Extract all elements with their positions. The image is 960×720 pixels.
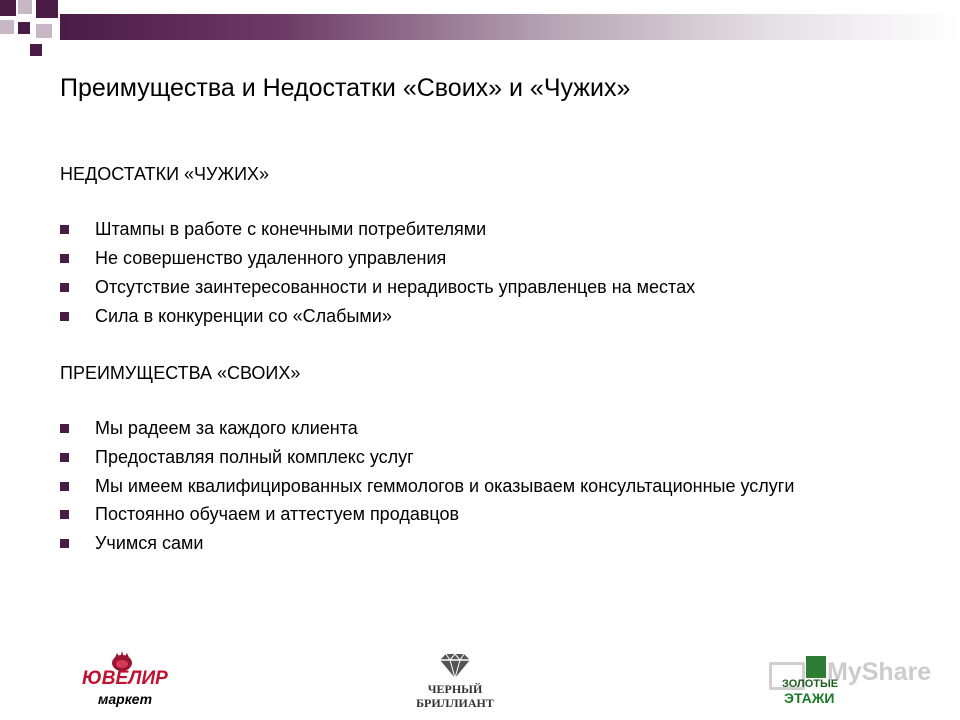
watermark-text: MyShare	[827, 658, 932, 686]
section-heading-advantages: ПРЕИМУЩЕСТВА «СВОИХ»	[60, 363, 301, 383]
diamond-icon	[436, 652, 474, 680]
juvelir-market-logo	[78, 650, 168, 710]
list-item: Штампы в работе с конечными потребителями	[60, 215, 920, 244]
slide-title: Преимущества и Недостатки «Своих» и «Чужих»	[60, 74, 631, 102]
list-item: Не совершенство удаленного управления	[60, 244, 920, 273]
decor-square-7	[30, 44, 42, 56]
black-diamond-line2: БРИЛЛИАНТ	[416, 696, 494, 710]
disadvantages-list	[60, 215, 920, 331]
zolotye-logo-line1: ЗОЛОТЫЕ	[782, 678, 839, 690]
advantages-list	[60, 414, 920, 558]
zolotye-logo-line2: ЭТАЖИ	[784, 690, 835, 706]
slide-content	[60, 160, 920, 586]
decor-square-1	[0, 0, 16, 16]
juvelir-logo-line1: ЮВЕЛИР	[82, 668, 168, 689]
list-item: Учимся сами	[60, 529, 920, 558]
section-heading-disadvantages: НЕДОСТАТКИ «ЧУЖИХ»	[60, 164, 270, 184]
list-item: Отсутствие заинтересованности и нерадивость управленцев на местах	[60, 273, 920, 302]
emblem-icon	[806, 656, 826, 678]
list-item: Мы имеем квалифицированных геммологов и оказываем консультационные услуги	[60, 472, 920, 500]
list-item: Предоставляя полный комплекс услуг	[60, 443, 920, 472]
juvelir-logo-line2: маркет	[98, 691, 153, 707]
list-item: Постоянно обучаем и аттестуем продавцов	[60, 500, 920, 529]
decor-square-4	[0, 20, 14, 34]
list-item: Сила в конкуренции со «Слабыми»	[60, 302, 920, 331]
list-item: Мы радеем за каждого клиента	[60, 414, 920, 443]
black-diamond-logo	[400, 652, 510, 712]
header-gradient-bar	[60, 14, 960, 40]
decor-square-3	[36, 0, 58, 18]
decor-square-6	[36, 24, 52, 38]
zolotye-etazhi-logo	[782, 656, 862, 716]
black-diamond-line1: ЧЕРНЫЙ	[427, 682, 483, 696]
decor-square-5	[18, 22, 30, 34]
decor-square-2	[18, 0, 32, 14]
